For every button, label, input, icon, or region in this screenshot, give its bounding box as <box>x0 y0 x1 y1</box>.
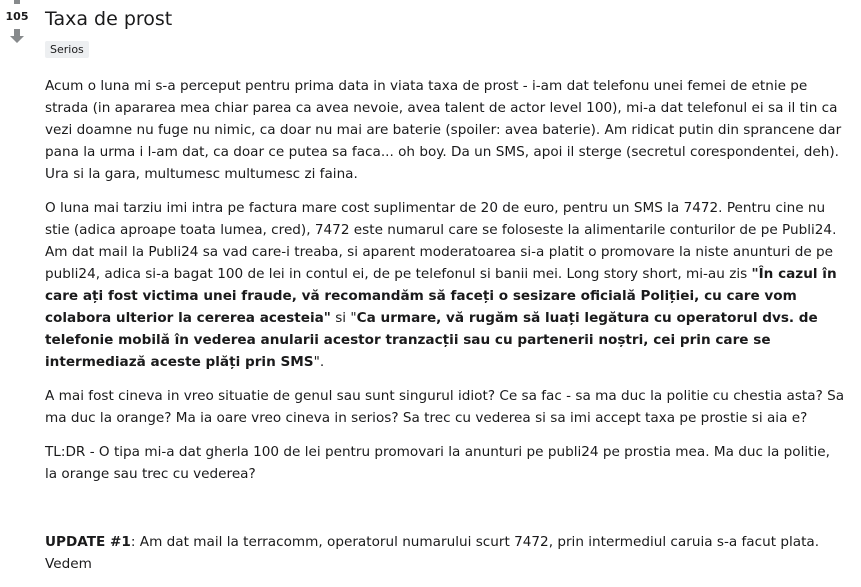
upvote-arrow-icon[interactable] <box>10 0 24 4</box>
post-title[interactable]: Taxa de prost <box>45 8 173 30</box>
post-flair[interactable]: Serios <box>45 41 89 58</box>
update-label: UPDATE #1 <box>45 534 131 550</box>
paragraph-2-mid: si " <box>330 310 357 326</box>
quote-police: "În cazul în care ați fost victima unei fraude, vă recomandăm să faceți o sesizare oficială Poliției, cu care vom colabora ulterior la cererea acesteia" <box>45 266 837 326</box>
quote-operator: Ca urmare, vă rugăm să luați legătura cu operatorul dvs. de telefonie mobilă în vederea anularii acestor tranzacții sau cu partenerii noștri, cei prin care se intermediază aceste plăți prin SMS <box>45 310 818 370</box>
downvote-arrow-icon[interactable] <box>10 29 24 43</box>
vote-score: 105 <box>5 10 29 23</box>
paragraph-tldr: TL:DR - O tipa mi-a dat gherla 100 de lei pentru promovari la anunturi pe publi24 pe prostia mea. Ma duc la politie, la orange sau trec cu vederea? <box>45 444 830 482</box>
paragraph-2-text: O luna mai tarziu imi intra pe factura mare cost suplimentar de 20 de euro, pentru un SMS la 7472. Pentru cine nu stie (adica aproape toata lumea, cred), 7472 este numarul care se foloseste la alimentarile conturilor de pe Publi24. Am dat mail la Publi24 sa vad care-i treaba, si aparent moderatoarea si-a platit o promovare la niste anunturi de pe publi24, adica si-a bagat 100 de lei in contul ei, de pe telefonul si banii mei. Long story short, mi-au zis <box>45 200 837 282</box>
spacer <box>45 497 845 531</box>
post-body <box>45 75 845 587</box>
paragraph-update <box>45 531 845 575</box>
update-text: : Am dat mail la terracomm, operatorul numarului scurt 7472, prin intermediul caruia s-a facut plata. Vedem <box>45 534 820 572</box>
paragraph-2 <box>45 197 845 373</box>
paragraph-2-end: ". <box>313 354 325 370</box>
paragraph-1: Acum o luna mi s-a perceput pentru prima data in viata taxa de prost - i-am dat telefonu unei femei de etnie pe strada (in apararea mea chiar parea ca avea nevoie, avea talent de actor level 100), mi-a dat telefonul ei sa il tin ca vezi doamne nu fuge nu nimic, ca doar nu mai are baterie (spoiler: avea baterie). Am ridicat putin din sprancene dar pana la urma i l-am dat, ca doar ce putea sa faca... oh boy. Da un SMS, apoi il sterge (secretul corespondentei, deh). Ura si la gara, multumesc multumesc zi faina. <box>45 78 842 182</box>
vote-column <box>0 0 34 60</box>
paragraph-3: A mai fost cineva in vreo situatie de genul sau sunt singurul idiot? Ce sa fac - sa ma duc la politie cu chestia asta? Sa ma duc la orange? Ma ia oare vreo cineva in serios? Sa trec cu vederea si sa imi accept taxa pe prostie si aia e? <box>45 388 845 426</box>
